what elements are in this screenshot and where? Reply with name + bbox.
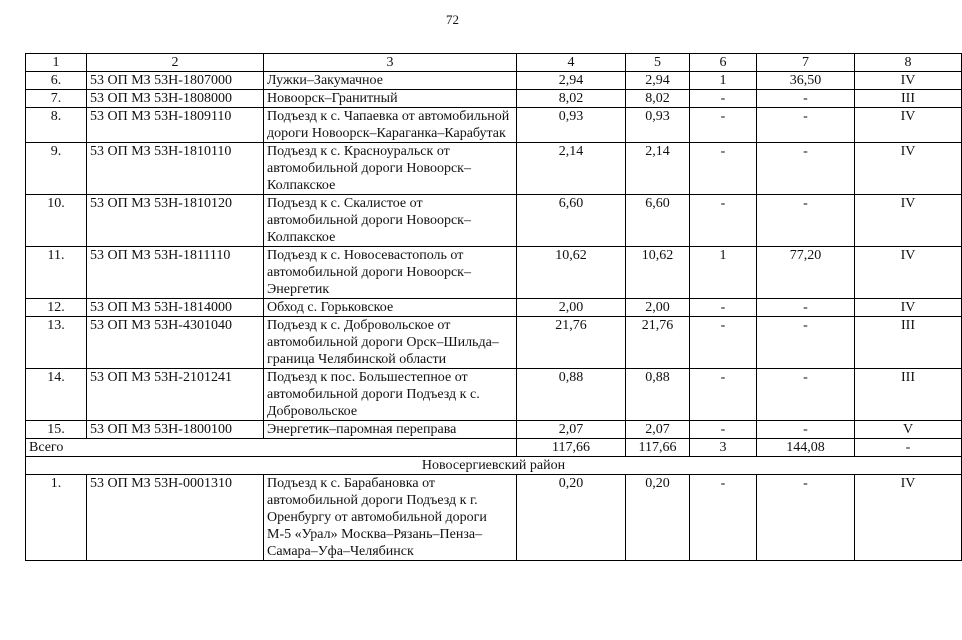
row-number: 7. — [26, 90, 87, 108]
row-number: 10. — [26, 195, 87, 247]
road-code: 53 ОП МЗ 53Н-1810110 — [87, 143, 264, 195]
road-name: Новоорск–Гранитный — [264, 90, 517, 108]
col5-value: 2,94 — [626, 72, 690, 90]
col5-value: 2,00 — [626, 299, 690, 317]
road-name: Подъезд к пос. Большестепное от автомобильной дороги Подъезд к с. Добровольское — [264, 369, 517, 421]
col7-value: 36,50 — [757, 72, 855, 90]
col-header-6: 6 — [690, 54, 757, 72]
col7-value: - — [757, 369, 855, 421]
col6-value: - — [690, 90, 757, 108]
table-row — [26, 72, 962, 90]
table-row — [26, 90, 962, 108]
road-name: Подъезд к с. Красноуральск от автомобильной дороги Новоорск–Колпакское — [264, 143, 517, 195]
row-number: 6. — [26, 72, 87, 90]
col6-value: - — [690, 108, 757, 143]
col4-value: 2,07 — [517, 421, 626, 439]
table-row — [26, 108, 962, 143]
col-header-8: 8 — [855, 54, 962, 72]
col6-value: 1 — [690, 72, 757, 90]
row-number: 9. — [26, 143, 87, 195]
road-code: 53 ОП МЗ 53Н-1808000 — [87, 90, 264, 108]
col8-value: V — [855, 421, 962, 439]
col-header-4: 4 — [517, 54, 626, 72]
col4-value: 10,62 — [517, 247, 626, 299]
row-number: 8. — [26, 108, 87, 143]
col7-value: - — [757, 195, 855, 247]
col6-value: - — [690, 317, 757, 369]
roads-table — [25, 53, 962, 561]
district-heading: Новосергиевский район — [26, 457, 962, 475]
col8-value: III — [855, 317, 962, 369]
road-name: Подъезд к с. Новосевастополь от автомобильной дороги Новоорск–Энергетик — [264, 247, 517, 299]
col6-value: - — [690, 195, 757, 247]
row-number: 11. — [26, 247, 87, 299]
col7-value: - — [757, 317, 855, 369]
road-name: Подъезд к с. Добровольское от автомобильной дороги Орск–Шильда–граница Челябинской области — [264, 317, 517, 369]
col7-value: - — [757, 90, 855, 108]
col8-value: IV — [855, 108, 962, 143]
road-code: 53 ОП МЗ 53Н-4301040 — [87, 317, 264, 369]
col5-value: 2,07 — [626, 421, 690, 439]
col6-value: - — [690, 299, 757, 317]
road-code: 53 ОП МЗ 53Н-1810120 — [87, 195, 264, 247]
col4-value: 2,14 — [517, 143, 626, 195]
col4-value: 0,20 — [517, 475, 626, 561]
col7-value: - — [757, 299, 855, 317]
col8-value: IV — [855, 72, 962, 90]
table-row — [26, 299, 962, 317]
table-row — [26, 421, 962, 439]
col5-value: 0,93 — [626, 108, 690, 143]
col8-value: IV — [855, 247, 962, 299]
col6-value: 1 — [690, 247, 757, 299]
col-header-5: 5 — [626, 54, 690, 72]
road-code: 53 ОП МЗ 53Н-1811110 — [87, 247, 264, 299]
col8-value: IV — [855, 143, 962, 195]
table-row — [26, 475, 962, 561]
page-number: 72 — [446, 12, 459, 27]
col5-value: 0,20 — [626, 475, 690, 561]
col5-value: 2,14 — [626, 143, 690, 195]
road-code: 53 ОП МЗ 53Н-2101241 — [87, 369, 264, 421]
col8-value: III — [855, 369, 962, 421]
road-name: Лужки–Закумачное — [264, 72, 517, 90]
col-header-7: 7 — [757, 54, 855, 72]
col5-value: 21,76 — [626, 317, 690, 369]
col4-value: 2,00 — [517, 299, 626, 317]
road-code: 53 ОП МЗ 53Н-1814000 — [87, 299, 264, 317]
total-col4: 117,66 — [517, 439, 626, 457]
table-row — [26, 317, 962, 369]
table-row — [26, 195, 962, 247]
column-header-row — [26, 54, 962, 72]
table-row — [26, 369, 962, 421]
col8-value: IV — [855, 475, 962, 561]
road-name: Подъезд к с. Барабановка от автомобильной дороги Подъезд к г. Оренбургу от автомобильной дороги М-5 «Урал» Москва–Рязань–Пенза–Самара–Уфа–Челябинск — [264, 475, 517, 561]
col8-value: IV — [855, 299, 962, 317]
col4-value: 8,02 — [517, 90, 626, 108]
col8-value: IV — [855, 195, 962, 247]
col6-value: - — [690, 475, 757, 561]
col7-value: - — [757, 475, 855, 561]
col6-value: - — [690, 421, 757, 439]
road-code: 53 ОП МЗ 53Н-0001310 — [87, 475, 264, 561]
col5-value: 0,88 — [626, 369, 690, 421]
col4-value: 2,94 — [517, 72, 626, 90]
col8-value: III — [855, 90, 962, 108]
row-number: 12. — [26, 299, 87, 317]
table-row — [26, 247, 962, 299]
total-row — [26, 439, 962, 457]
col4-value: 0,93 — [517, 108, 626, 143]
col5-value: 8,02 — [626, 90, 690, 108]
road-code: 53 ОП МЗ 53Н-1809110 — [87, 108, 264, 143]
col-header-3: 3 — [264, 54, 517, 72]
col6-value: - — [690, 369, 757, 421]
road-name: Подъезд к с. Скалистое от автомобильной дороги Новоорск–Колпакское — [264, 195, 517, 247]
row-number: 13. — [26, 317, 87, 369]
total-col5: 117,66 — [626, 439, 690, 457]
row-number: 14. — [26, 369, 87, 421]
col7-value: 77,20 — [757, 247, 855, 299]
table-row — [26, 143, 962, 195]
col5-value: 6,60 — [626, 195, 690, 247]
total-col6: 3 — [690, 439, 757, 457]
road-code: 53 ОП МЗ 53Н-1800100 — [87, 421, 264, 439]
total-col8: - — [855, 439, 962, 457]
col-header-2: 2 — [87, 54, 264, 72]
road-name: Подъезд к с. Чапаевка от автомобильной дороги Новоорск–Караганка–Карабутак — [264, 108, 517, 143]
col7-value: - — [757, 421, 855, 439]
road-name: Энергетик–паромная переправа — [264, 421, 517, 439]
col4-value: 6,60 — [517, 195, 626, 247]
col4-value: 21,76 — [517, 317, 626, 369]
total-col7: 144,08 — [757, 439, 855, 457]
col7-value: - — [757, 143, 855, 195]
col7-value: - — [757, 108, 855, 143]
road-name: Обход с. Горьковское — [264, 299, 517, 317]
row-number: 1. — [26, 475, 87, 561]
total-label: Всего — [26, 439, 517, 457]
col-header-1: 1 — [26, 54, 87, 72]
district-row — [26, 457, 962, 475]
road-code: 53 ОП МЗ 53Н-1807000 — [87, 72, 264, 90]
col6-value: - — [690, 143, 757, 195]
col5-value: 10,62 — [626, 247, 690, 299]
row-number: 15. — [26, 421, 87, 439]
col4-value: 0,88 — [517, 369, 626, 421]
